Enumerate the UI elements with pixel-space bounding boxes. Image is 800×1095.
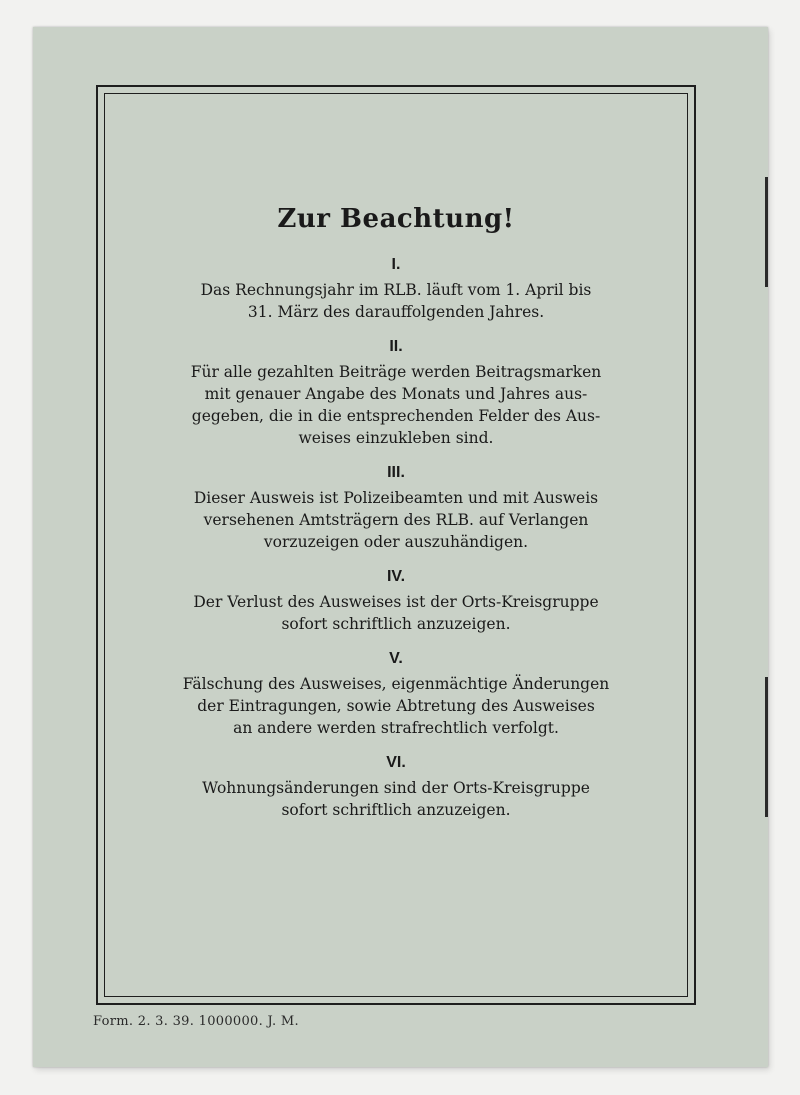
section-line: versehenen Amtsträgern des RLB. auf Verlangen: [203, 511, 589, 529]
section-numeral: III.: [387, 464, 405, 481]
section-line: an andere werden strafrechtlich verfolgt.: [233, 719, 559, 737]
section-3: [105, 464, 687, 553]
document-title: Zur Beachtung!: [277, 204, 515, 234]
section-line: sofort schriftlich anzuzeigen.: [281, 801, 511, 819]
edge-mark: [765, 177, 768, 287]
section-line: vorzuzeigen oder auszuhändigen.: [263, 533, 529, 551]
section-line: Das Rechnungsjahr im RLB. läuft vom 1. April bis: [200, 281, 592, 299]
section-line: Dieser Ausweis ist Polizeibeamten und mit Ausweis: [193, 489, 599, 507]
double-border-frame: [96, 85, 696, 1005]
section-2: [105, 338, 687, 449]
section-line: Fälschung des Ausweises, eigenmächtige Änderungen: [182, 675, 610, 693]
section-line: sofort schriftlich anzuzeigen.: [281, 615, 511, 633]
section-numeral: I.: [391, 256, 401, 273]
section-line: der Eintragungen, sowie Abtretung des Ausweises: [197, 697, 595, 715]
section-line: weises einzukleben sind.: [298, 429, 494, 447]
section-6: [105, 754, 687, 821]
sections-list: [105, 256, 687, 836]
document-card: [33, 27, 768, 1067]
form-number-footer: Form. 2. 3. 39. 1000000. J. M.: [93, 1014, 299, 1029]
section-line: Für alle gezahlten Beiträge werden Beitragsmarken: [190, 363, 602, 381]
section-1: [105, 256, 687, 323]
edge-mark: [765, 677, 768, 817]
section-5: [105, 650, 687, 739]
section-line: gegeben, die in die entsprechenden Felder des Aus-: [191, 407, 601, 425]
section-4: [105, 568, 687, 635]
section-numeral: VI.: [386, 754, 406, 771]
section-line: mit genauer Angabe des Monats und Jahres aus-: [204, 385, 588, 403]
section-line: Wohnungsänderungen sind der Orts-Kreisgruppe: [202, 779, 590, 797]
inner-border: [104, 93, 688, 997]
section-numeral: V.: [389, 650, 403, 667]
section-line: Der Verlust des Ausweises ist der Orts-Kreisgruppe: [193, 593, 599, 611]
section-numeral: IV.: [386, 568, 406, 585]
section-line: 31. März des darauffolgenden Jahres.: [247, 303, 545, 321]
section-numeral: II.: [389, 338, 403, 355]
